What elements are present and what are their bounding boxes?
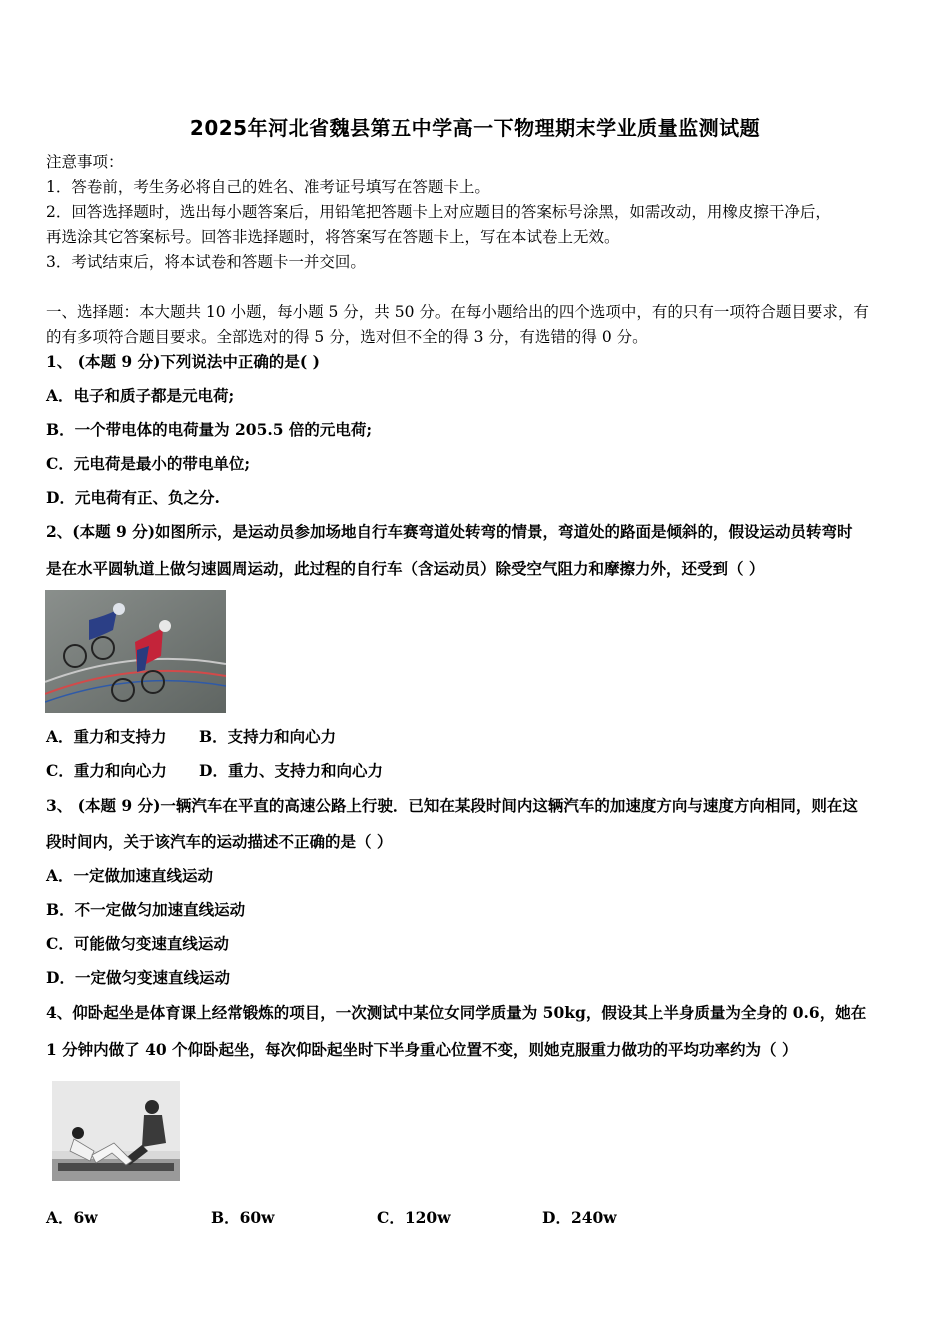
cycling-track-photo — [45, 590, 226, 713]
question-4-option-c: C．120w — [377, 1208, 451, 1227]
situp-photo — [52, 1081, 180, 1181]
question-3-stem: 3、 (本题 9 分)一辆汽车在平直的高速公路上行驶．已知在某段时间内这辆汽车的加速度方向与速度方向相同，则在这 — [46, 796, 858, 815]
question-2-option-d: D．重力、支持力和向心力 — [199, 761, 383, 780]
question-3-stem: 段时间内，关于该汽车的运动描述不正确的是（ ） — [46, 832, 393, 851]
question-3-option-b: B．不一定做匀加速直线运动 — [46, 900, 246, 919]
section-intro: 的有多项符合题目要求。全部选对的得 5 分，选对但不全的得 3 分，有选错的得 0 分。 — [46, 328, 648, 346]
notice-item: 2．回答选择题时，选出每小题答案后，用铅笔把答题卡上对应题目的答案标号涂黑，如需改动，用橡皮擦干净后， — [46, 203, 831, 221]
question-3-option-d: D．一定做匀变速直线运动 — [46, 968, 230, 987]
question-1-option-a: A．电子和质子都是元电荷; — [46, 386, 235, 405]
question-2-stem: 是在水平圆轨道上做匀速圆周运动，此过程的自行车（含运动员）除受空气阻力和摩擦力外，还受到（ ） — [46, 559, 765, 578]
notice-heading: 注意事项： — [46, 153, 124, 171]
cyclists-illustration — [45, 590, 226, 713]
question-2-option-c: C．重力和向心力 — [46, 761, 167, 780]
question-2-stem: 2、(本题 9 分)如图所示，是运动员参加场地自行车赛弯道处转弯的情景，弯道处的路面是倾斜的，假设运动员转弯时 — [46, 522, 853, 541]
question-4-option-d: D．240w — [542, 1208, 617, 1227]
question-4-stem: 4、仰卧起坐是体育课上经常锻炼的项目，一次测试中某位女同学质量为 50kg，假设其上半身质量为全身的 0.6，她在 — [46, 1003, 867, 1022]
question-4-option-a: A．6w — [46, 1208, 98, 1227]
question-1-option-c: C．元电荷是最小的带电单位; — [46, 454, 251, 473]
question-4-option-b: B．60w — [211, 1208, 275, 1227]
question-2-option-b: B．支持力和向心力 — [199, 727, 337, 746]
question-1-option-d: D．元电荷有正、负之分. — [46, 488, 220, 507]
question-1-stem: 1、 (本题 9 分)下列说法中正确的是( ) — [46, 352, 320, 371]
notice-item: 1．答卷前，考生务必将自己的姓名、准考证号填写在答题卡上。 — [46, 178, 490, 196]
page-title: 2025年河北省魏县第五中学高一下物理期末学业质量监测试题 — [189, 116, 761, 140]
section-intro: 一、选择题：本大题共 10 小题，每小题 5 分，共 50 分。在每小题给出的四个选项中，有的只有一项符合题目要求，有 — [46, 303, 869, 321]
question-3-option-a: A．一定做加速直线运动 — [46, 866, 214, 885]
question-2-option-a: A．重力和支持力 — [46, 727, 167, 746]
situp-illustration — [52, 1081, 180, 1181]
notice-item: 再选涂其它答案标号。回答非选择题时，将答案写在答题卡上，写在本试卷上无效。 — [46, 228, 620, 246]
question-1-option-b: B．一个带电体的电荷量为 205.5 倍的元电荷; — [46, 420, 373, 439]
question-3-option-c: C．可能做匀变速直线运动 — [46, 934, 229, 953]
notice-item: 3．考试结束后，将本试卷和答题卡一并交回。 — [46, 253, 366, 271]
question-4-stem: 1 分钟内做了 40 个仰卧起坐，每次仰卧起坐时下半身重心位置不变，则她克服重力做功的平均功率约为（ ） — [46, 1040, 798, 1059]
